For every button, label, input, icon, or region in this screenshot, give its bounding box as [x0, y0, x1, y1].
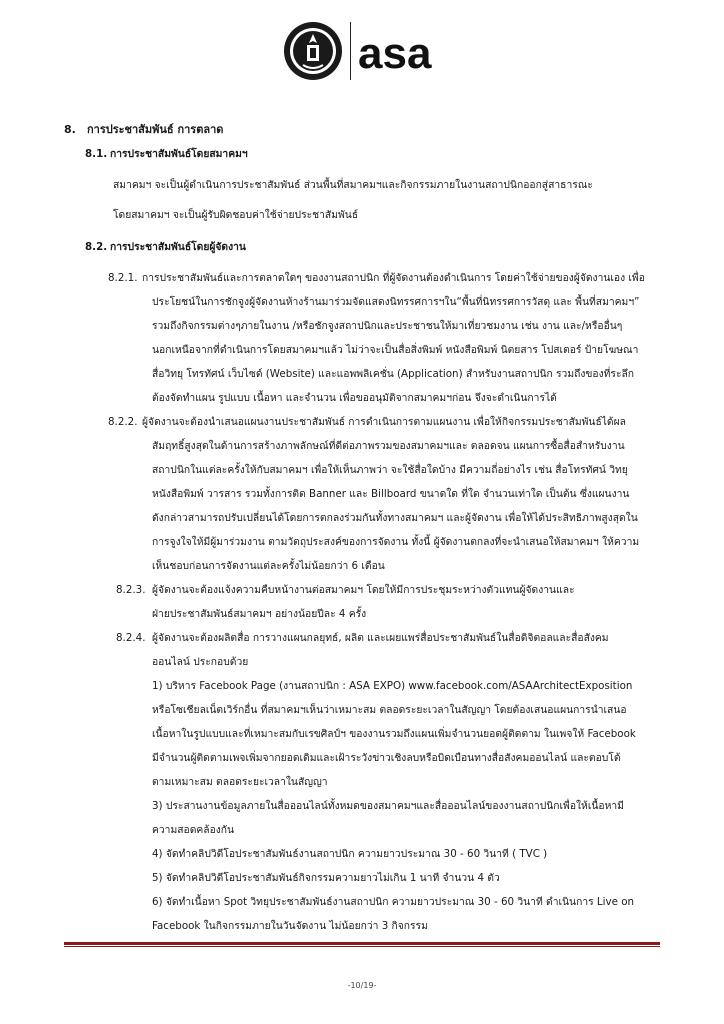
subsection-number: 8.1.: [85, 148, 108, 160]
seal-logo: [283, 21, 343, 81]
clause-number: 8.2.2.: [108, 416, 138, 428]
clause-number: 8.2.4.: [116, 632, 146, 644]
list-item: 5) จัดทำคลิปวิดีโอประชาสัมพันธ์กิจกรรมความยาวไม่เกิน 1 นาที จำนวน 4 ตัว: [152, 872, 500, 884]
svg-text:asa: asa: [358, 30, 432, 74]
paragraph-line: ประโยชน์ในการชักจูงผู้จัดงานห้างร้านมาร่วมจัดแสดงนิทรรศการฯใน“พื้นที่นิทรรศการวัสดุ และ พื้นที่สมาคมฯ”: [152, 296, 640, 308]
paragraph-line: หนังสือพิมพ์ วารสาร รวมทั้งการติด Banner และ Billboard ขนาดใด ที่ใด จำนวนเท่าใด เป็นต้น ซึ่งแผนงาน: [152, 488, 630, 500]
list-item: 3) ประสานงานข้อมูลภายในสื่อออนไลน์ทั้งหมดของสมาคมฯและสื่อออนไลน์ของงานสถาปนิกเพื่อให้เนื้อหามี: [152, 800, 624, 812]
paragraph-line: ผู้จัดงานจะต้องแจ้งความคืบหน้างานต่อสมาคมฯ โดยให้มีการประชุมระหว่างตัวแทนผู้จัดงานและ: [152, 584, 575, 596]
paragraph-line: สื่อวิทยุ โทรทัศน์ เว็บไซด์ (Website) และแอพพลิเคชั่น (Application) สำหรับงานสถาปนิก รวมถึงของที่ระลึก: [152, 368, 635, 380]
footer-rule-thin: [64, 946, 660, 947]
list-item: 1) บริหาร Facebook Page (งานสถาปนิก : ASA EXPO) www.facebook.com/ASAArchitectExposition: [152, 680, 633, 692]
paragraph-line: โดยสมาคมฯ จะเป็นผู้รับผิดชอบค่าใช้จ่ายประชาสัมพันธ์: [113, 209, 359, 221]
subsection-title: การประชาสัมพันธ์โดยผู้จัดงาน: [110, 241, 246, 253]
footer-rule: [64, 942, 660, 945]
paragraph-line: ผู้จัดงานจะต้องนำเสนอแผนงานประชาสัมพันธ์ การดำเนินการตามแผนงาน เพื่อให้กิจกรรมประชาสัมพันธ์ได้ผล: [142, 416, 626, 428]
paragraph-line: การประชาสัมพันธ์และการตลาดใดๆ ของงานสถาปนิก ที่ผู้จัดงานต้องดำเนินการ โดยค่าใช้จ่ายของผู้จัดงานเอง เพื่อ: [142, 272, 645, 284]
list-item: ตามเหมาะสม ตลอดระยะเวลาในสัญญา: [152, 776, 328, 788]
header-divider: [350, 22, 351, 80]
subsection-title: การประชาสัมพันธ์โดยสมาคมฯ: [110, 148, 248, 160]
paragraph-line: ออนไลน์ ประกอบด้วย: [152, 656, 249, 668]
list-item: 4) จัดทำคลิปวิดีโอประชาสัมพันธ์งานสถาปนิก ความยาวประมาณ 30 - 60 วินาที ( TVC ): [152, 848, 548, 860]
list-item: Facebook ในกิจกรรมภายในวันจัดงาน ไม่น้อยกว่า 3 กิจกรรม: [152, 920, 428, 932]
paragraph-line: การจูงใจให้มีผู้มาร่วมงาน ตามวัตถุประสงค์ของการจัดงาน ทั้งนี้ ผู้จัดงานตกลงที่จะนำเสนอให้สมาคมฯ ให้ความ: [152, 536, 640, 548]
paragraph-line: นอกเหนือจากที่ดำเนินการโดยสมาคมฯแล้ว ไม่ว่าจะเป็นสื่อสิ่งพิมพ์ หนังสือพิมพ์ นิตยสาร โปสเตอร์ ป้ายโฆษณา: [152, 344, 639, 356]
paragraph-line: สถาปนิกในแต่ละครั้งให้กับสมาคมฯ เพื่อให้เห็นภาพว่า จะใช้สื่อใดบ้าง มีความถี่อย่างไร เช่น สื่อโทรทัศน์ วิทยุ: [152, 464, 628, 476]
page-number: -10/19-: [347, 981, 377, 990]
paragraph-line: ผู้จัดงานจะต้องผลิตสื่อ การวางแผนกลยุทธ์, ผลิต และเผยแพร่สื่อประชาสัมพันธ์ในสื่อดิจิตอลและสื่อสังคม: [152, 632, 609, 644]
paragraph-line: สัมฤทธิ์สูงสุดในด้านการสร้างภาพลักษณ์ที่ดีต่อภาพรวมของสมาคมฯและ ตลอดจน แผนการซื้อสื่อสำหรับงาน: [152, 440, 625, 452]
subsection-number: 8.2.: [85, 241, 108, 253]
list-item: ความสอดคล้องกัน: [152, 824, 235, 836]
list-item: หรือโซเชียลเน็ตเวิร์กอื่น ที่สมาคมฯเห็นว่าเหมาะสม ตลอดระยะเวลาในสัญญา โดยต้องเสนอแผนการนำเสนอ: [152, 704, 627, 716]
section-number: 8.: [64, 123, 76, 136]
paragraph-line: เห็นชอบก่อนการจัดงานแต่ละครั้งไม่น้อยกว่า 6 เดือน: [152, 560, 385, 572]
clause-number: 8.2.1.: [108, 272, 138, 284]
paragraph-line: รวมถึงกิจกรรมต่างๆภายในงาน /หรือชักจูงสถาปนิกและประชาชนให้มาเที่ยวชมงาน เช่น งาน และ/หรืออื่นๆ: [152, 320, 623, 332]
paragraph-line: ดังกล่าวสามารถปรับเปลี่ยนได้โดยการตกลงร่วมกันทั้งทางสมาคมฯ และผู้จัดงาน เพื่อให้ได้ประสิทธิภาพสูงสุดใน: [152, 512, 638, 524]
asa-logo: [356, 30, 448, 74]
clause-number: 8.2.3.: [116, 584, 146, 596]
list-item: 6) จัดทำเนื้อหา Spot วิทยุประชาสัมพันธ์งานสถาปนิก ความยาวประมาณ 30 - 60 วินาที ดำเนินการ Live on: [152, 896, 635, 908]
paragraph-line: ฝ่ายประชาสัมพันธ์สมาคมฯ อย่างน้อยปีละ 4 ครั้ง: [152, 608, 367, 620]
section-title: การประชาสัมพันธ์ การตลาด: [87, 123, 224, 136]
paragraph-line: ต้องจัดทำแผน รูปแบบ เนื้อหา และจำนวน เพื่อขออนุมัติจากสมาคมฯก่อน จึงจะดำเนินการได้: [152, 392, 557, 404]
paragraph-line: สมาคมฯ จะเป็นผู้ดำเนินการประชาสัมพันธ์ ส่วนพื้นที่สมาคมฯและกิจกรรมภายในงานสถาปนิกออกสู่สาธารณะ: [113, 179, 593, 191]
list-item: เนื้อหาในรูปแบบและที่เหมาะสมกับเรขศิลป์ฯ ของงานรวมถึงแผนเพิ่มจำนวนยอดผู้ติดตาม ในเพจให้ Facebook: [152, 728, 636, 740]
list-item: มีจำนวนผู้ติดตามเพจเพิ่มจากยอดเดิมและเฝ้าระวังข่าวเชิงลบหรือบิดเบือนทางสื่อสังคมออนไลน์ และตอบโต้: [152, 752, 621, 764]
